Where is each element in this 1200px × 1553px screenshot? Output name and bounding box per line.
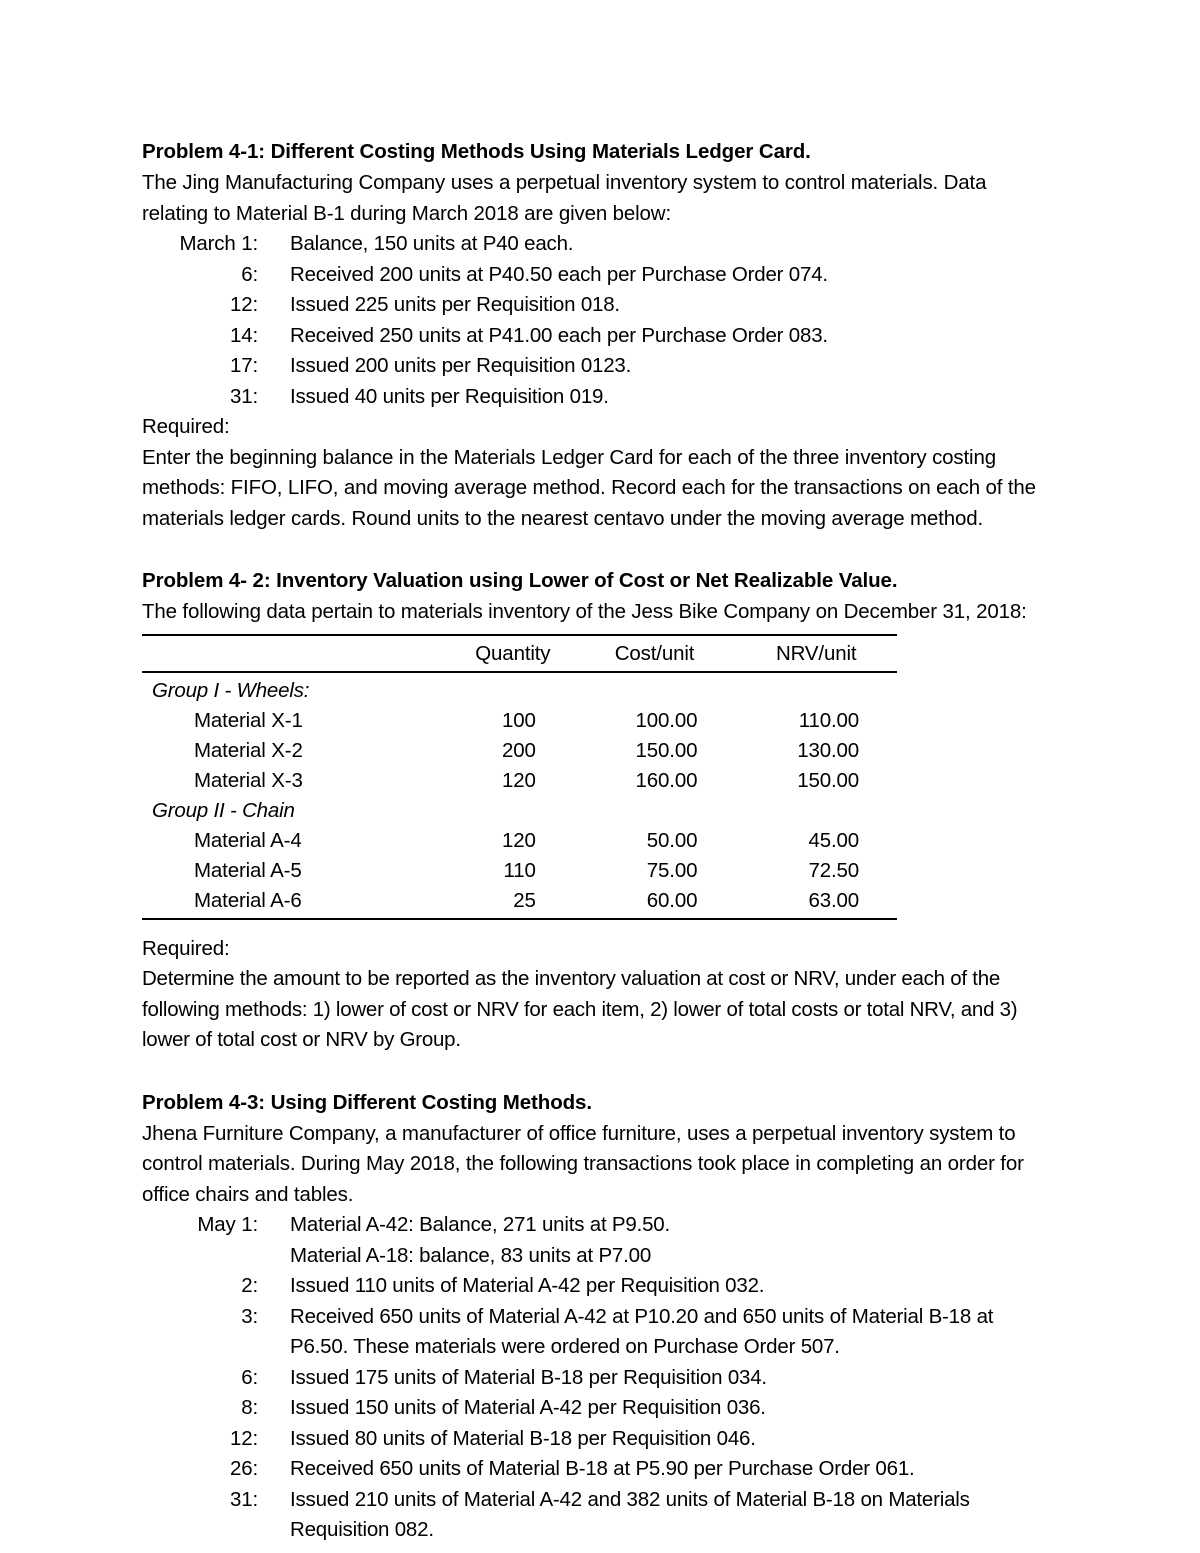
row-nrv: 130.00 <box>797 738 859 762</box>
table-row <box>142 856 897 886</box>
row-quantity: 120 <box>501 828 536 852</box>
problem-4-3-heading: Problem 4-3: Using Different Costing Methods. <box>142 1090 592 1114</box>
problem-4-2-section <box>142 566 1054 1056</box>
entry-text: Balance, 150 units at P40 each. <box>290 232 574 255</box>
row-label: Group II - Chain <box>152 798 295 822</box>
row-cost: 160.00 <box>635 768 698 792</box>
table-spacer <box>142 920 1054 934</box>
problem-4-1-entry-list <box>142 229 1054 412</box>
entry-date: 2: <box>241 1274 258 1297</box>
list-item <box>142 382 1054 413</box>
table-row <box>142 672 897 706</box>
column-header-quantity: Quantity <box>452 635 574 672</box>
entry-date: 6: <box>241 1365 258 1389</box>
problem-4-2-intro: The following data pertain to materials inventory of the Jess Bike Company on December 31, 2018: <box>142 600 1027 623</box>
list-item <box>142 260 1054 291</box>
row-cost: 100.00 <box>635 708 698 732</box>
row-nrv <box>735 796 897 826</box>
problem-4-1-required-label: Required: <box>142 415 230 438</box>
row-quantity: 110 <box>503 858 536 882</box>
row-label: Material X-2 <box>194 738 303 762</box>
problem-4-2-heading: Problem 4- 2: Inventory Valuation using Lower of Cost or Net Realizable Value. <box>142 569 898 592</box>
table-row <box>142 796 897 826</box>
entry-text: Issued 210 units of Material A-42 and 382 units of Material B-18 on Materials Requisition 082. <box>290 1487 970 1541</box>
row-nrv <box>735 672 897 706</box>
row-quantity: 120 <box>501 768 536 792</box>
row-quantity: 200 <box>501 738 536 762</box>
entry-text: Issued 80 units of Material B-18 per Requisition 046. <box>290 1426 756 1450</box>
entry-date: 12: <box>229 1426 258 1450</box>
entry-text: Issued 110 units of Material A-42 per Requisition 032. <box>290 1274 765 1297</box>
entry-text: Issued 40 units per Requisition 019. <box>290 384 609 408</box>
document-body <box>142 137 1054 1546</box>
entry-date: 17: <box>229 354 258 377</box>
row-quantity: 25 <box>452 886 574 919</box>
row-label: Material X-3 <box>194 768 303 792</box>
entry-date: 6: <box>241 262 258 286</box>
entry-date: 12: <box>229 293 258 316</box>
row-label: Material A-4 <box>194 828 302 852</box>
list-item <box>142 1302 1054 1363</box>
problem-4-1-required-text: Enter the beginning balance in the Materials Ledger Card for each of the three inventory costing methods: FIFO, LIFO, and moving average method. Record each for the transactions on each of the materials ledger cards. Round units to the nearest centavo under the moving average method. <box>142 445 1036 530</box>
row-cost: 150.00 <box>635 738 698 762</box>
table-header <box>142 635 897 672</box>
table-header-row <box>142 635 897 672</box>
entry-text: Material A-18: balance, 83 units at P7.00 <box>290 1243 652 1267</box>
problem-4-3-intro: Jhena Furniture Company, a manufacturer of office furniture, uses a perpetual inventory system to control materials. During May 2018, the following transactions took place in completing an order for office chairs and tables. <box>142 1121 1024 1206</box>
section-spacer <box>142 1056 1054 1088</box>
problem-4-2-required-label: Required: <box>142 936 230 960</box>
inventory-valuation-table <box>142 634 897 920</box>
entry-date: 31: <box>229 384 258 408</box>
row-nrv: 63.00 <box>735 886 897 919</box>
row-cost: 50.00 <box>646 828 698 852</box>
row-cost: 75.00 <box>646 858 698 882</box>
entry-date: May 1: <box>197 1213 258 1236</box>
entry-text: Issued 200 units per Requisition 0123. <box>290 354 632 377</box>
row-label: Material A-6 <box>142 886 452 919</box>
entry-date: 3: <box>241 1304 258 1328</box>
list-item <box>142 1271 1054 1302</box>
entry-text: Material A-42: Balance, 271 units at P9.50. <box>290 1213 670 1236</box>
entry-text: Issued 175 units of Material B-18 per Requisition 034. <box>290 1365 767 1389</box>
list-item <box>142 229 1054 260</box>
list-item <box>142 351 1054 382</box>
problem-4-2-required-text: Determine the amount to be reported as the inventory valuation at cost or NRV, under each of the following methods: 1) lower of cost or NRV for each item, 2) lower of total costs or total NRV, and 3) lower of total cost or NRV by Group. <box>142 967 1018 1051</box>
entry-date: 14: <box>229 323 258 347</box>
list-item <box>142 1393 1054 1424</box>
row-label: Material A-5 <box>194 858 302 882</box>
row-cost: 60.00 <box>574 886 736 919</box>
row-nrv: 45.00 <box>808 828 859 852</box>
column-header-blank <box>142 635 452 672</box>
row-nrv: 110.00 <box>798 708 859 732</box>
problem-4-1-heading: Problem 4-1: Different Costing Methods Using Materials Ledger Card. <box>142 140 811 163</box>
row-nrv: 72.50 <box>808 858 859 882</box>
entry-text: Received 250 units at P41.00 each per Purchase Order 083. <box>290 323 828 347</box>
table-row <box>142 766 897 796</box>
row-cost <box>574 796 736 826</box>
column-header-cost-per-unit: Cost/unit <box>574 635 736 672</box>
entry-text: Issued 225 units per Requisition 018. <box>290 293 620 316</box>
list-item <box>142 321 1054 352</box>
list-item <box>142 1454 1054 1485</box>
problem-4-3-section <box>142 1088 1054 1546</box>
row-cost <box>574 672 736 706</box>
table-row <box>142 736 897 766</box>
entry-text: Issued 150 units of Material A-42 per Requisition 036. <box>290 1396 766 1419</box>
entry-text: Received 650 units of Material B-18 at P5.90 per Purchase Order 061. <box>290 1457 915 1480</box>
problem-4-3-entry-list <box>142 1210 1054 1546</box>
table-row <box>142 826 897 856</box>
table-row <box>142 886 897 919</box>
list-item <box>142 1241 1054 1272</box>
entry-text: Received 200 units at P40.50 each per Purchase Order 074. <box>290 262 828 286</box>
row-label: Group I - Wheels: <box>152 678 310 702</box>
column-header-nrv-per-unit: NRV/unit <box>735 635 897 672</box>
entry-date: 26: <box>229 1457 258 1480</box>
entry-date: 8: <box>241 1396 258 1419</box>
entry-date: March 1: <box>179 232 258 255</box>
problem-4-1-section <box>142 137 1054 534</box>
list-item <box>142 1485 1054 1546</box>
entry-date: 31: <box>229 1487 258 1511</box>
table-body <box>142 672 897 919</box>
list-item <box>142 1363 1054 1394</box>
problem-4-1-intro: The Jing Manufacturing Company uses a perpetual inventory system to control materials. Data relating to Material B-1 during March 2018 are given below: <box>142 171 987 225</box>
row-quantity <box>452 796 574 826</box>
row-quantity: 100 <box>501 708 536 732</box>
entry-text: Received 650 units of Material A-42 at P10.20 and 650 units of Material B-18 at P6.50. These materials were ordered on Purchase Order 507. <box>290 1304 994 1358</box>
section-spacer <box>142 534 1054 566</box>
row-quantity <box>452 672 574 706</box>
table-row <box>142 706 897 736</box>
list-item <box>142 290 1054 321</box>
list-item <box>142 1210 1054 1241</box>
row-nrv: 150.00 <box>797 768 859 792</box>
list-item <box>142 1424 1054 1455</box>
row-label: Material X-1 <box>194 708 303 732</box>
